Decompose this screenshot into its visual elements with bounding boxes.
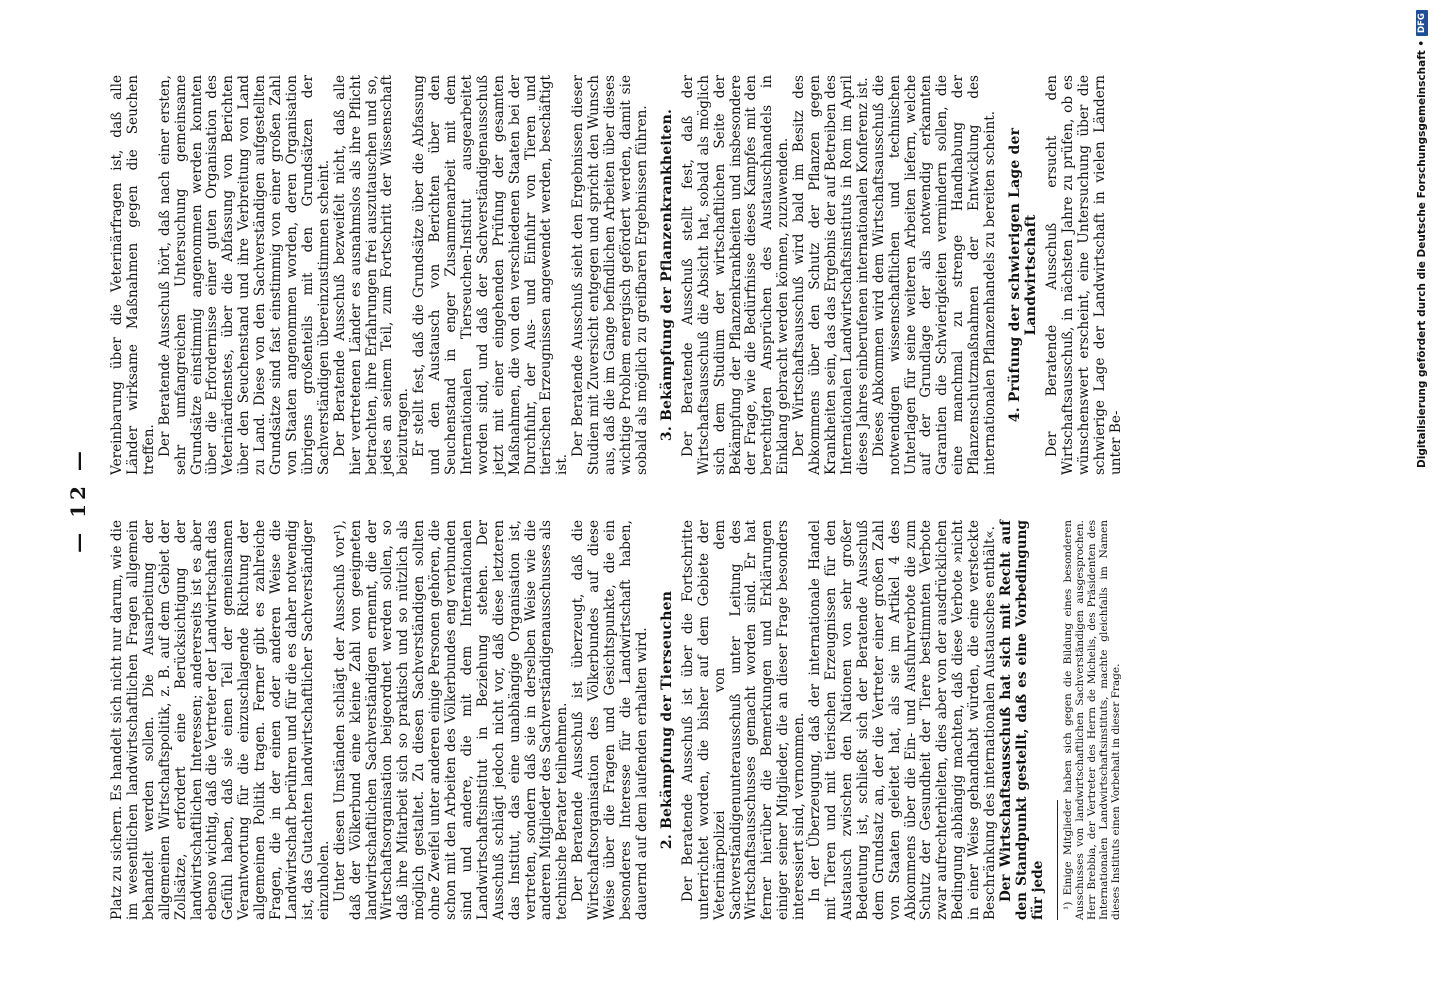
paragraph: Der Wirtschaftsausschuß wird bald im Besitz des Abkommens über den Schutz der Pflanzen gegen Krankheiten sein, das das Ergebnis der auf Betreiben des Internationalen Landwirtschaftsinstituts in Rom im April dieses Jahres einberufenen internationalen Konferenz ist. bbox=[791, 75, 871, 475]
paragraph: Der Beratende Ausschuß ersucht den Wirtschaftsausschuß, in nächsten Jahre zu prüfen, ob es wünschenswert erscheint, eine Untersuchung über die schwierige Lage der Landwirtschaft in vielen Ländern unter Be- bbox=[1043, 75, 1124, 475]
paragraph: Der Beratende Ausschuß ist überzeugt, daß die Wirtschaftsorganisation des Völkerbundes auf diese Weise über die Fragen und Gesichtspunkte, die ein besonderes Interesse für die Landwirtschaft haben, dauernd auf dem laufenden erhalten wird. bbox=[570, 520, 650, 920]
digitization-credit bbox=[1411, 10, 1433, 990]
paragraph: Er stellt fest, daß die Grundsätze über die Abfassung und den Austausch von Berichten über den Seuchenstand in enger Zusammenarbeit mit dem Internationalen Tierseuchen-Institut ausgearbeitet worden sind, und daß der Sachverständigenausschuß jetzt mit einer eingehenden Prüfung der gesamten Maßnahmen, die von den verschiedenen Staaten bei der Durchfuhr, der Aus- und Einfuhr von Tieren und tierischen Erzeugnissen angewendet werden, beschäftigt ist. bbox=[411, 75, 571, 475]
paragraph: Der Beratende Ausschuß stellt fest, daß der Wirtschaftsausschuß die Absicht hat, sobald als möglich sich dem Studium der wirtschaftlichen Seite der Bekämpfung der Pflanzenkrankheiten und insbesondere der Frage, wie die Bedürfnisse dieses Kampfes mit den berechtigten Ansprüchen des Austauschhandels in Einklang gebracht werden können, zuzuwenden. bbox=[679, 75, 792, 475]
paragraph: Vereinbarung über die Veterinärfragen ist, daß alle Länder wirksame Maßnahmen gegen die Seuchen treffen. bbox=[109, 75, 157, 475]
right-column bbox=[110, 75, 1124, 475]
credit-text: Digitalisierung gefördert durch die Deutsche Forschungsgemeinschaft • bbox=[1416, 39, 1428, 468]
paragraph: Der Wirtschaftsausschuß hat sich mit Recht auf den Standpunkt gestellt, daß es eine Vorbedingung für jede bbox=[997, 520, 1046, 920]
paragraph: Dieses Abkommen wird dem Wirtschaftsausschuß die notwendigen wissenschaftlichen und technischen Unterlagen für seine weiteren Arbeiten liefern, welche auf der Grundlage der als notwendig erkannten Garantien die Schwierigkeiten vermindern sollen, die eine manchmal zu strenge Handhabung der Pflanzenschutzmaßnahmen der Entwicklung des internationalen Pflanzenhandels zu bereiten scheint. bbox=[870, 75, 999, 475]
left-column bbox=[110, 520, 1122, 920]
paragraph: Platz zu sichern. Es handelt sich nicht nur darum, wie die im wesentlichen landwirtschaftlichen Fragen allgemein behandelt werden sollen. Die Ausarbeitung der allgemeinen Wirtschaftspolitik, z. B. auf dem Gebiet der Zollsätze, erfordert eine Berücksichtigung der landwirtschaftlichen Interessen; andererseits ist es aber ebenso wichtig, daß die Vertreter der Landwirtschaft das Gefühl haben, daß sie einen Teil der gemeinsamen Verantwortung für die einzuschlagende Richtung der allgemeinen Politik tragen. Ferner gibt es zahlreiche Fragen, die in der einen oder anderen Weise die Landwirtschaft berühren und für die es daher notwendig ist, das Gutachten landwirtschaftlicher Sachverständiger einzuholen. bbox=[109, 520, 332, 920]
paragraph: Der Beratende Ausschuß hört, daß nach einer ersten, sehr umfangreichen Untersuchung gemeinsame Grundsätze einstimmig angenommen werden konnten über die Erfordernisse einer guten Organisation des Veterinärdienstes, über die Abfassung von Berichten über den Seuchenstand und ihre Verbreitung von Land zu Land. Diese von den Sachverständigen aufgestellten Grundsätze sind fast einstimmig von einer großen Zahl von Staaten angenommen worden, deren Organisation übrigens großenteils mit den Grundsätzen der Sachverständigen übereinzustimmen scheint. bbox=[156, 75, 332, 475]
footnote-divider bbox=[1057, 800, 1058, 920]
paragraph: Der Beratende Ausschuß ist über die Fortschritte unterrichtet worden, die bisher auf dem Gebiete der Veterinärpolizei von dem Sachverständigenunterausschuß unter Leitung des Wirtschaftsausschusses gemacht worden sind. Er hat ferner hierüber die Bemerkungen und Erklärungen einiger seiner Mitglieder, die an dieser Frage besonders interessiert sind, vernommen. bbox=[679, 520, 808, 920]
paragraph: In der Überzeugung, daß der internationale Handel mit Tieren und mit tierischen Erzeugnissen für den Austausch zwischen den Nationen von sehr großer Bedeutung ist, schließt sich der Beratende Ausschuß dem Grundsatz an, der die Vertreter einer großen Zahl von Staaten geleitet hat, als sie im Artikel 4 des Abkommens über die Ein- und Ausfuhrverbote die zum Schutz der Gesundheit der Tiere bestimmten Verbote zwar aufrechterhielten, dies aber von der ausdrücklichen Bedingung abhängig machten, daß diese Verbote »nicht in einer Weise gehandhabt würden, die eine versteckte Beschränkung des internationalen Austausches enthält«. bbox=[807, 520, 999, 920]
page-number: — 12 — bbox=[66, 447, 90, 553]
section-heading: 3. Bekämpfung der Pflanzenkrankheiten. bbox=[658, 108, 675, 442]
section-heading: 4. Prüfung der schwierigen Lage der Landwirtschaft bbox=[1006, 127, 1039, 423]
paragraph: Unter diesen Umständen schlägt der Ausschuß vor¹), daß der Völkerbund eine kleine Zahl von geeigneten landwirtschaftlichen Sachverständigen ernennt, die der Wirtschaftsorganisation beigeordnet werden sollen, so daß ihre Mitarbeit sich so praktisch und so nützlich als möglich gestaltet. Zu diesen Sachverständigen sollten ohne Zweifel unter anderen einige Personen gehören, die schon mit den Arbeiten des Völkerbundes eng verbunden sind und andere, die mit dem Internationalen Landwirtschaftsinstitut in Beziehung stehen. Der Ausschuß schlägt jedoch nicht vor, daß diese letzteren das Institut, das eine unabhängige Organisation ist, vertreten, sondern daß sie in derselben Weise wie die anderen Mitglieder des Sachverständigenausschusses als technische Berater teilnehmen. bbox=[331, 520, 571, 920]
section-heading: 2. Bekämpfung der Tierseuchen bbox=[658, 590, 675, 850]
footnote: ¹) Einige Mitglieder haben sich gegen die Bildung eines besonderen Ausschusses von landwirtschaftlichen Sachverständigen ausgesprochen. Herr Brebbia, der Vertreter des Herrn de Michelis, des Präsidenten des Internationalen Landwirtschaftsinstituts, machte gleichfalls im Namen dieses Instituts einen Vorbehalt in dieser Frage. bbox=[1061, 520, 1122, 920]
paragraph: Der Beratende Ausschuß bezweifelt nicht, daß alle hier vertretenen Länder es ausnahmslos als ihre Pflicht betrachten, ihre Erfahrungen frei auszutauschen und so, jedes an seinem Teil, zum Fortschritt der Wissenschaft beizutragen. bbox=[331, 75, 412, 475]
dfg-logo-icon: DFG bbox=[1416, 10, 1428, 36]
paragraph: Der Beratende Ausschuß sieht den Ergebnissen dieser Studien mit Zuversicht entgegen und spricht den Wunsch aus, daß die im Gange befindlichen Arbeiten über dieses wichtige Problem energisch gefördert werden, damit sie sobald als möglich zu greifbaren Ergebnissen führen. bbox=[570, 75, 650, 475]
